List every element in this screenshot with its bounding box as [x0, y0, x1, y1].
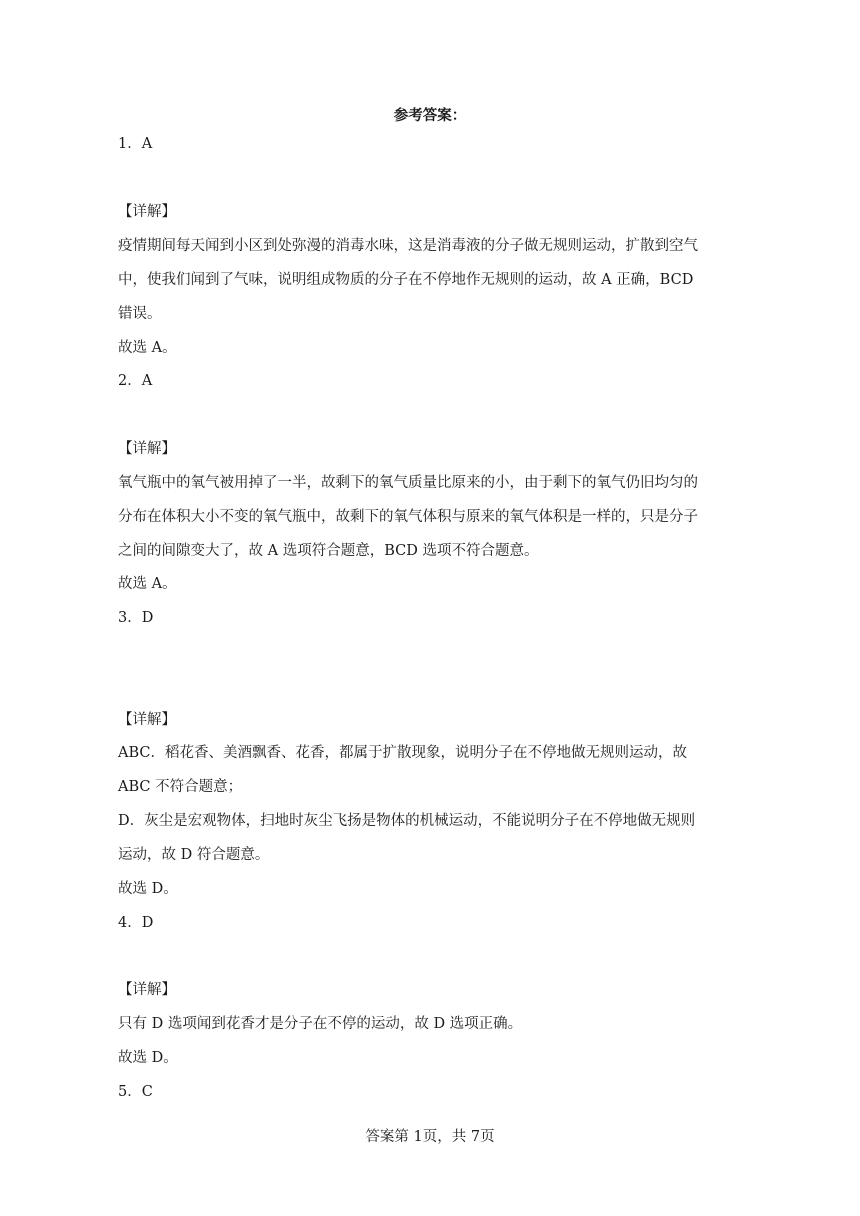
answer-4-number: 4．D: [118, 915, 154, 931]
answer-2-line: 氧气瓶中的氧气被用掉了一半，故剩下的氧气质量比原来的小，由于剩下的氧气仍旧均匀的: [118, 475, 698, 491]
answer-2-number: 2．A: [118, 373, 153, 389]
answer-4-conclusion: 故选 D。: [118, 1050, 178, 1066]
answer-1-line: 错误。: [118, 306, 162, 322]
answer-1-line: 疫情期间每天闻到小区到处弥漫的消毒水味，这是消毒液的分子做无规则运动，扩散到空气: [118, 238, 698, 254]
answer-2-line: 分布在体积大小不变的氧气瓶中，故剩下的氧气体积与原来的氧气体积是一样的，只是分子: [118, 509, 698, 525]
page-footer: 答案第 1页，共 7页: [365, 1129, 495, 1145]
answer-3-detail-label: 【详解】: [118, 712, 176, 728]
answer-5-number: 5．C: [118, 1084, 153, 1100]
answer-4-line: 只有 D 选项闻到花香才是分子在不停的运动，故 D 选项正确。: [118, 1016, 523, 1032]
answer-3-conclusion: 故选 D。: [118, 881, 178, 897]
answer-3-line: D．灰尘是宏观物体，扫地时灰尘飞扬是物体的机械运动，不能说明分子在不停地做无规则: [118, 813, 696, 829]
answer-1-detail-label: 【详解】: [118, 204, 176, 220]
answer-3-line: ABC 不符合题意；: [118, 779, 243, 795]
page-title: 参考答案：: [393, 107, 467, 124]
answer-3-line: ABC．稻花香、美酒飘香、花香，都属于扩散现象，说明分子在不停地做无规则运动，故: [118, 745, 687, 761]
answer-1-conclusion: 故选 A。: [118, 340, 177, 356]
answer-1-number: 1．A: [118, 136, 153, 152]
answer-2-conclusion: 故选 A。: [118, 576, 177, 592]
answer-2-detail-label: 【详解】: [118, 441, 176, 457]
answer-3-line: 运动，故 D 符合题意。: [118, 847, 270, 863]
answer-1-line: 中，使我们闻到了气味，说明组成物质的分子在不停地作无规则的运动，故 A 正确，BCD: [118, 272, 694, 288]
answer-3-number: 3．D: [118, 610, 154, 626]
answer-4-detail-label: 【详解】: [118, 982, 176, 998]
answer-2-line: 之间的间隙变大了，故 A 选项符合题意，BCD 选项不符合题意。: [118, 543, 539, 559]
